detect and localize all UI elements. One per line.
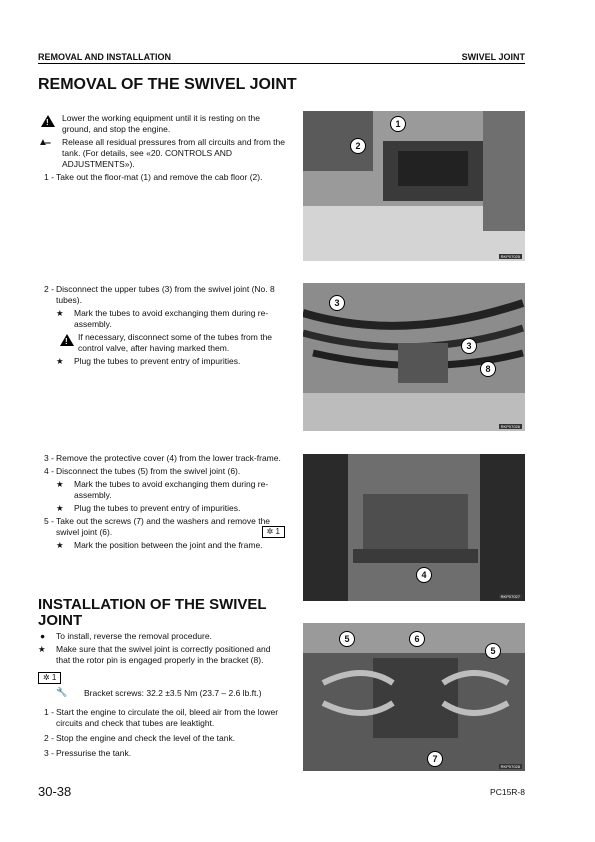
callout-1: 1	[390, 116, 406, 132]
page-number: 30-38	[38, 784, 72, 799]
header-topic: SWIVEL JOINT	[461, 52, 525, 62]
step-2-note-2: Plug the tubes to prevent entry of impurities.	[74, 356, 241, 366]
star-icon: ★	[56, 503, 64, 513]
step-5-text: Take out the screws (7) and the washers and remove the swivel joint (6).	[56, 516, 271, 537]
photo-cab-floor-image	[303, 111, 525, 261]
callout-4: 4	[416, 567, 432, 583]
callout-5: 5	[339, 631, 355, 647]
removal-steps-3-5	[38, 453, 285, 551]
step-2-note-1: Mark the tubes to avoid exchanging them during re-assembly.	[74, 308, 269, 329]
step-number: 3 -	[44, 748, 54, 758]
step-number: 1 -	[44, 707, 54, 717]
removal-step-2	[38, 284, 285, 367]
step-number: 2 -	[44, 284, 54, 294]
callout-2: 2	[350, 138, 366, 154]
photo-code: RKP07028	[500, 764, 520, 769]
step-4-note-2: Plug the tubes to prevent entry of impurities.	[74, 503, 241, 513]
install-bullet-1: To install, reverse the removal procedure.	[56, 631, 212, 641]
step-1-text: Take out the floor-mat (1) and remove the cab floor (2).	[56, 172, 263, 182]
step-number: 5 -	[44, 516, 54, 526]
photo-upper-tubes	[303, 283, 525, 431]
step-2-warning: If necessary, disconnect some of the tubes from the control valve, after having marked them.	[78, 332, 273, 353]
removal-warnings	[38, 113, 285, 183]
header-divider	[38, 63, 525, 64]
callout-8: 8	[480, 361, 496, 377]
install-step-2: Stop the engine and check the level of the tank.	[56, 733, 236, 743]
pressure-warning-icon: ▲̶	[38, 137, 48, 148]
photo-code: RKP07027	[500, 594, 520, 599]
star-icon: ★	[56, 540, 64, 550]
header-section: REMOVAL AND INSTALLATION	[38, 52, 171, 62]
reference-mark: ✲ 1	[38, 672, 61, 684]
warning-text-1: Lower the working equipment until it is resting on the ground, and stop the engine.	[62, 113, 260, 134]
install-section	[38, 631, 285, 759]
warning-icon	[41, 115, 55, 127]
photo-track-frame-image	[303, 454, 525, 601]
install-step-1: Start the engine to circulate the oil, bleed air from the lower circuits and check that tubes are leaktight.	[56, 707, 279, 728]
warning-text-2: Release all residual pressures from all circuits and from the tank. (For details, see «20. CONTROLS AND ADJUSTMENTS»).	[62, 137, 285, 169]
torque-spec: Bracket screws: 32.2 ±3.5 Nm (23.7 – 2.6 lb.ft.)	[84, 688, 262, 698]
step-4-text: Disconnect the tubes (5) from the swivel joint (6).	[56, 466, 241, 476]
step-number: 4 -	[44, 466, 54, 476]
step-3-text: Remove the protective cover (4) from the lower track-frame.	[56, 453, 281, 463]
star-icon: ★	[56, 356, 64, 366]
removal-title: REMOVAL OF THE SWIVEL JOINT	[38, 76, 297, 93]
step-5-note: Mark the position between the joint and the frame.	[74, 540, 263, 550]
star-icon: ★	[56, 308, 64, 318]
install-step-3: Pressurise the tank.	[56, 748, 132, 758]
install-title: INSTALLATION OF THE SWIVEL JOINT	[38, 596, 267, 629]
bullet-icon: ●	[40, 631, 46, 641]
callout-3: 3	[329, 295, 345, 311]
callout-5b: 5	[485, 643, 501, 659]
step-number: 1 -	[44, 172, 54, 182]
step-number: 3 -	[44, 453, 54, 463]
photo-code: RKP07025	[500, 254, 520, 259]
callout-6: 6	[409, 631, 425, 647]
star-icon: ★	[56, 479, 64, 489]
step-4-note-1: Mark the tubes to avoid exchanging them during re-assembly.	[74, 479, 269, 500]
callout-7: 7	[427, 751, 443, 767]
step-number: 2 -	[44, 733, 54, 743]
install-bullet-2: Make sure that the swivel joint is correctly positioned and that the rotor pin is engaged properly in the bracket (8).	[56, 644, 271, 665]
photo-cab-floor	[303, 111, 525, 261]
warning-icon	[60, 334, 74, 346]
photo-code: RKP07026	[500, 424, 520, 429]
callout-3b: 3	[461, 338, 477, 354]
photo-track-frame	[303, 454, 525, 601]
model-code: PC15R-8	[490, 787, 525, 797]
wrench-icon: 🔧	[56, 687, 68, 697]
star-icon: ★	[38, 644, 46, 654]
reference-mark: ✲ 1	[262, 526, 285, 538]
step-2-text: Disconnect the upper tubes (3) from the swivel joint (No. 8 tubes).	[56, 284, 275, 305]
photo-swivel-joint	[303, 623, 525, 771]
